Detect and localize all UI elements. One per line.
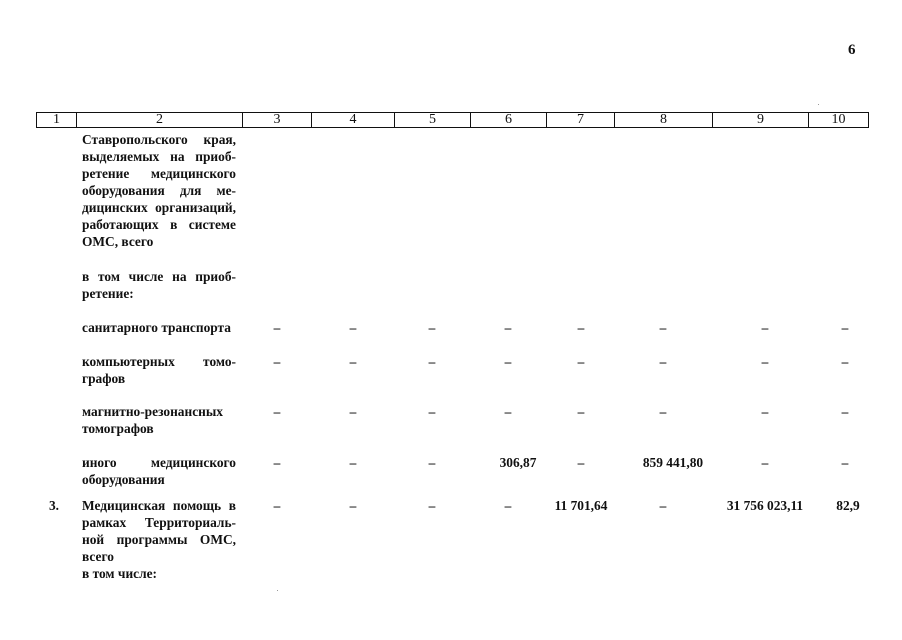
row-value: –	[577, 404, 585, 419]
row-value: –	[761, 354, 769, 369]
row-value: –	[841, 455, 849, 470]
row-value: –	[577, 354, 585, 369]
row-value: –	[761, 404, 769, 419]
row-value: –	[428, 404, 436, 419]
row-value: –	[273, 455, 281, 470]
row-value: 11 701,64	[554, 498, 608, 513]
header-col-4: 4	[311, 112, 395, 128]
row-value: –	[428, 498, 436, 513]
row-value: 82,9	[836, 498, 860, 513]
row-value: –	[761, 320, 769, 335]
row-value: –	[349, 455, 357, 470]
row-description: магнитно-резонансных томографов	[82, 404, 224, 436]
header-col-3: 3	[242, 112, 312, 128]
row-value: –	[659, 320, 667, 335]
header-col-6: 6	[470, 112, 547, 128]
row-value: –	[428, 455, 436, 470]
row-value: 859 441,80	[642, 455, 704, 470]
row-value: –	[577, 320, 585, 335]
scan-speck	[277, 590, 278, 591]
row-value: –	[273, 320, 281, 335]
row-description: в том числе:	[82, 566, 158, 581]
header-col-2: 2	[76, 112, 243, 128]
row-value: –	[504, 498, 512, 513]
header-col-10: 10	[808, 112, 869, 128]
scan-speck	[818, 104, 819, 105]
row-description: в том числе на приобретение:	[82, 269, 236, 301]
row-description: иного медицинского оборудования	[82, 455, 236, 487]
row-value: –	[659, 354, 667, 369]
row-value: 31 756 023,11	[726, 498, 804, 513]
row-value: –	[349, 320, 357, 335]
row-value: –	[504, 404, 512, 419]
header-col-7: 7	[546, 112, 615, 128]
row-value: –	[273, 498, 281, 513]
row-value: –	[504, 320, 512, 335]
row-value: –	[428, 354, 436, 369]
row-value: –	[349, 404, 357, 419]
row-value: –	[841, 404, 849, 419]
page-number: 6	[848, 42, 856, 58]
row-value: –	[841, 320, 849, 335]
row-value: –	[428, 320, 436, 335]
row-value: –	[659, 404, 667, 419]
header-col-1: 1	[36, 112, 77, 128]
row-value: –	[504, 354, 512, 369]
row-description: компьютерных томографов	[82, 354, 236, 386]
row-value: –	[577, 455, 585, 470]
row-number: 3.	[48, 498, 60, 513]
row-value: –	[273, 354, 281, 369]
row-value: –	[761, 455, 769, 470]
row-description: Ставропольского края, выделяемых на приобретение медицинского оборудования для медицинских организаций, работающих в системе ОМС, всего	[82, 132, 236, 249]
header-col-9: 9	[712, 112, 809, 128]
row-description: Медицинская помощь в рамках Территориальной программы ОМС, всего	[82, 498, 236, 564]
row-value: –	[349, 498, 357, 513]
row-value: –	[659, 498, 667, 513]
row-value: –	[273, 404, 281, 419]
header-col-5: 5	[394, 112, 471, 128]
row-value: 306,87	[499, 455, 537, 470]
row-value: –	[349, 354, 357, 369]
row-value: –	[841, 354, 849, 369]
header-col-8: 8	[614, 112, 713, 128]
row-description: санитарного транспорта	[82, 320, 231, 335]
